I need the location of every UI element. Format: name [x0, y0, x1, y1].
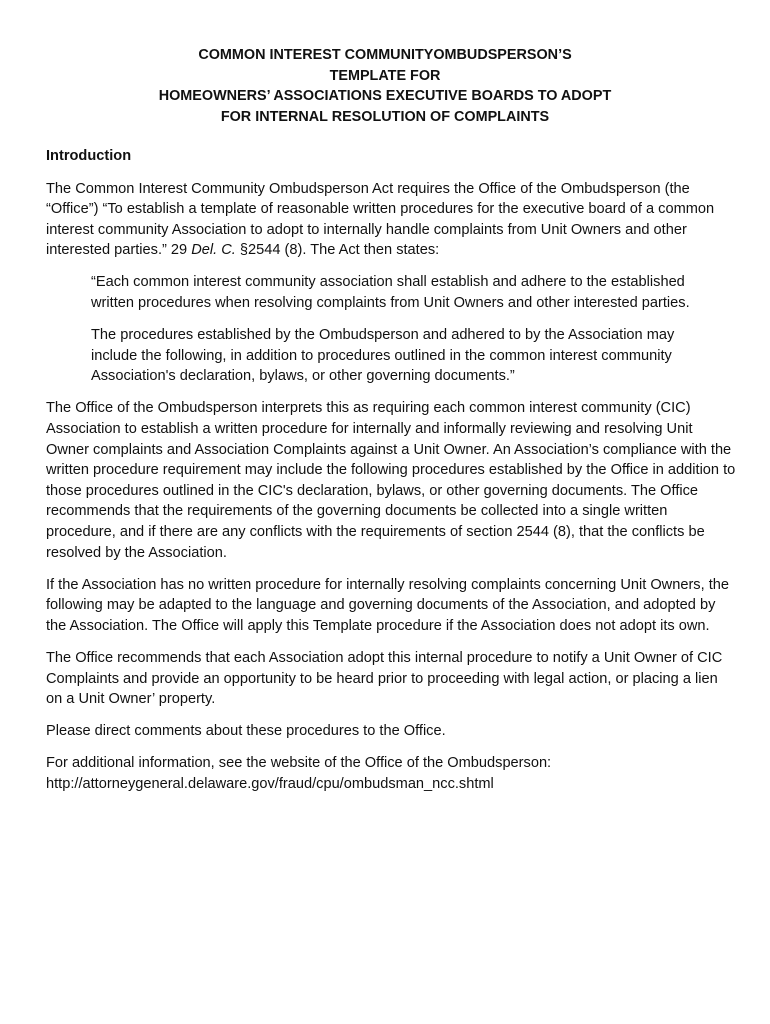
intro-paragraph-3: If the Association has no written procedure for internally resolving complaints concerning Unit Owners, the following may be adapted to the language and governing documents of the Association, and adopted by the Association. The Office will apply this Template procedure if the Association does not adopt its own. [46, 576, 730, 634]
title-line-4: FOR INTERNAL RESOLUTION OF COMPLAINTS [220, 108, 550, 125]
intro-paragraph-1 [46, 179, 736, 261]
intro-paragraph-1-text-a: The Common Interest Community Ombudsperson Act requires the Office of the Ombudsperson (the “Office”) “To establish a template of reasonable written procedures for the executive board of a common interest community Association to adopt to internally handle complaints from Unit Owners and other interested parties.” 29 [46, 180, 715, 259]
intro-paragraph-2: The Office of the Ombudsperson interprets this as requiring each common interest community (CIC) Association to establish a written procedure for internally and informally reviewing and resolving Unit Owner complaints and Association Complaints against a Unit Owner. An Association’s compliance with the written procedure requirement may include the following procedures established by the Office in addition to those procedures outlined in the CIC's declaration, bylaws, or other governing documents. The Office recommends that the requirements of the governing documents be collected into a single written procedure, and if there are any conflicts with the requirements of section 2544 (8), that the conflicts be resolved by the Association. [46, 400, 736, 561]
document-title [0, 45, 770, 127]
ombudsperson-website-url[interactable]: http://attorneygeneral.delaware.gov/fraud/cpu/ombudsman_ncc.shtml [46, 775, 494, 792]
quoted-statute-paragraph-2: The procedures established by the Ombudsperson and adhered to by the Association may include the following, in addition to procedures outlined in the common interest community Association's declaration, bylaws, or other governing documents.” [91, 327, 675, 385]
intro-paragraph-6: For additional information, see the website of the Office of the Ombudsperson: [46, 755, 552, 772]
title-line-3: HOMEOWNERS’ ASSOCIATIONS EXECUTIVE BOARDS TO ADOPT [158, 88, 612, 104]
intro-paragraph-5: Please direct comments about these procedures to the Office. [46, 723, 446, 740]
title-line-1: COMMON INTEREST COMMUNITYOMBUDSPERSON’S [198, 47, 572, 63]
document-body [46, 146, 736, 795]
intro-paragraph-1-text-b: §2544 (8). The Act then states: [235, 242, 440, 259]
introduction-heading: Introduction [46, 148, 132, 164]
intro-paragraph-4: The Office recommends that each Association adopt this internal procedure to notify a Unit Owner of CIC Complaints and provide an opportunity to be heard prior to proceeding with legal action, or placing a lien on a Unit Owner’ property. [46, 649, 723, 708]
title-line-2: TEMPLATE FOR [329, 67, 441, 84]
quoted-statute-paragraph-1: “Each common interest community association shall establish and adhere to the established written procedures when resolving complaints from Unit Owners and other interested parties. [91, 274, 690, 312]
intro-paragraph-1-citation: Del. C. [191, 242, 236, 259]
